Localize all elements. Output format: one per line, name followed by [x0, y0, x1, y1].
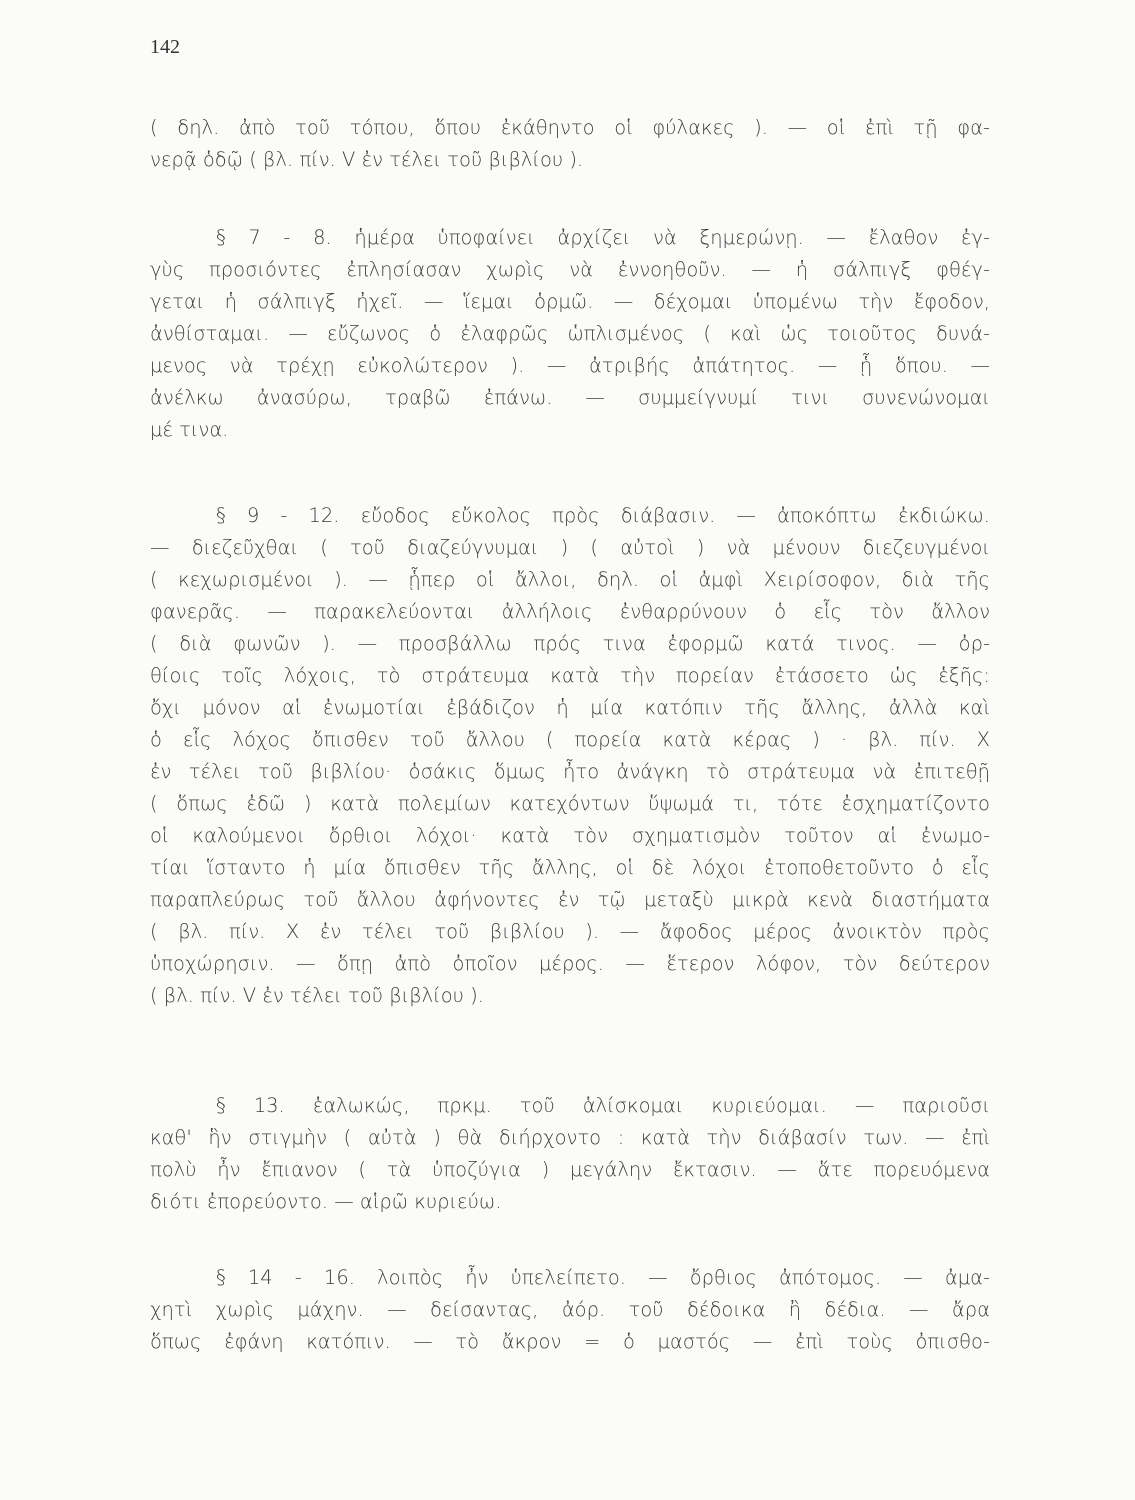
text-line: ( βλ. πίν. X ἐν τέλει τοῦ βιβλίου ). — ἄφοδος μέρος ἀνοικτὸν πρὸς	[150, 920, 990, 943]
text-line: § 14 - 16. λοιπὸς ἦν ὑπελείπετο. — ὄρθιος ἀπότομος. — ἀμα-	[216, 1266, 990, 1289]
text-line: § 7 - 8. ἡμέρα ὑποφαίνει ἀρχίζει νὰ ξημερώνῃ. — ἔλαθον ἐγ-	[216, 226, 990, 249]
text-line: ὑποχώρησιν. — ὅπῃ ἀπὸ ὁποῖον μέρος. — ἕτερον λόφον, τὸν δεύτερον	[150, 952, 990, 975]
text-line: ( κεχωρισμένοι ). — ᾗπερ οἱ ἄλλοι, δηλ. οἱ ἀμφὶ Χειρίσοφον, διὰ τῆς	[150, 568, 990, 591]
text-line: μέ τινα.	[150, 418, 229, 441]
text-line: παραπλεύρως τοῦ ἄλλου ἀφήνοντες ἐν τῷ μεταξὺ μικρὰ κενὰ διαστήματα	[150, 888, 990, 911]
text-line: μενος νὰ τρέχῃ εὐκολώτερον ). — ἀτριβής ἀπάτητος. — ᾗ ὅπου. —	[150, 354, 990, 377]
paragraph-section-7-8	[150, 222, 990, 446]
text-line: ( ὅπως ἐδῶ ) κατὰ πολεμίων κατεχόντων ὕψωμά τι, τότε ἐσχηματίζοντο	[150, 792, 990, 815]
text-line: οἱ καλούμενοι ὄρθιοι λόχοι· κατὰ τὸν σχηματισμὸν τοῦτον αἱ ἐνωμο-	[150, 824, 990, 847]
paragraph-continued	[150, 112, 990, 176]
page-number: 142	[150, 36, 180, 58]
text-line: νερᾷ ὁδῷ ( βλ. πίν. V ἐν τέλει τοῦ βιβλίου ).	[150, 148, 584, 171]
text-line: θίοις τοῖς λόχοις, τὸ στράτευμα κατὰ τὴν πορείαν ἐτάσσετο ὡς ἑξῆς:	[150, 664, 990, 687]
text-line: πολὺ ἦν ἔπιανον ( τὰ ὑποζύγια ) μεγάλην ἔκτασιν. — ἅτε πορευόμενα	[150, 1158, 990, 1181]
text-line: — διεζεῦχθαι ( τοῦ διαζεύγνυμαι ) ( αὐτοὶ ) νὰ μένουν διεζευγμένοι	[150, 536, 990, 559]
text-line: ( διὰ φωνῶν ). — προσβάλλω πρός τινα ἐφορμῶ κατά τινος. — ὀρ-	[150, 632, 990, 655]
paragraph-section-13	[150, 1090, 990, 1218]
text-line: ὅπως ἐφάνη κατόπιν. — τὸ ἄκρον = ὁ μαστός — ἐπὶ τοὺς ὀπισθο-	[150, 1330, 990, 1353]
text-line: § 13. ἑαλωκώς, πρκμ. τοῦ ἁλίσκομαι κυριεύομαι. — παριοῦσι	[216, 1094, 990, 1117]
text-line: διότι ἐπορεύοντο. — αἱρῶ κυριεύω.	[150, 1190, 502, 1213]
text-line: χητὶ χωρὶς μάχην. — δείσαντας, ἀόρ. τοῦ δέδοικα ἢ δέδια. — ἄρα	[150, 1298, 990, 1321]
text-line: γὺς προσιόντες ἐπλησίασαν χωρὶς νὰ ἐννοηθοῦν. — ἡ σάλπιγξ φθέγ-	[150, 258, 990, 281]
text-line: τίαι ἵσταντο ἡ μία ὄπισθεν τῆς ἄλλης, οἱ δὲ λόχοι ἐτοποθετοῦντο ὁ εἷς	[150, 856, 990, 879]
text-line: § 9 - 12. εὔοδος εὔκολος πρὸς διάβασιν. — ἀποκόπτω ἐκδιώκω.	[216, 504, 990, 527]
text-line: ( βλ. πίν. V ἐν τέλει τοῦ βιβλίου ).	[150, 984, 484, 1007]
paragraph-section-9-12	[150, 500, 990, 1012]
paragraph-section-14-16	[150, 1262, 990, 1358]
text-line: φανερᾶς. — παρακελεύονται ἀλλήλοις ἐνθαρρύνουν ὁ εἷς τὸν ἄλλον	[150, 600, 990, 623]
text-line: ὁ εἷς λόχος ὄπισθεν τοῦ ἄλλου ( πορεία κατὰ κέρας ) · βλ. πίν. X	[150, 728, 990, 751]
text-line: ἀνθίσταμαι. — εὔζωνος ὁ ἐλαφρῶς ὡπλισμένος ( καὶ ὡς τοιοῦτος δυνά-	[150, 322, 990, 345]
text-line: ( δηλ. ἀπὸ τοῦ τόπου, ὅπου ἐκάθηντο οἱ φύλακες ). — οἱ ἐπὶ τῇ φα-	[150, 116, 990, 139]
text-line: καθ' ἣν στιγμὴν ( αὐτὰ ) θὰ διήρχοντο : κατὰ τὴν διάβασίν των. — ἐπὶ	[150, 1126, 990, 1149]
text-line: ἀνέλκω ἀνασύρω, τραβῶ ἐπάνω. — συμμείγνυμί τινι συνενώνομαι	[150, 386, 990, 409]
text-line: γεται ἡ σάλπιγξ ἠχεῖ. — ἵεμαι ὁρμῶ. — δέχομαι ὑπομένω τὴν ἔφοδον,	[150, 290, 990, 313]
text-line: ἐν τέλει τοῦ βιβλίου· ὁσάκις ὅμως ἦτο ἀνάγκη τὸ στράτευμα νὰ ἐπιτεθῇ	[150, 760, 990, 783]
text-line: ὄχι μόνον αἱ ἐνωμοτίαι ἐβάδιζον ἡ μία κατόπιν τῆς ἄλλης, ἀλλὰ καὶ	[150, 696, 990, 719]
